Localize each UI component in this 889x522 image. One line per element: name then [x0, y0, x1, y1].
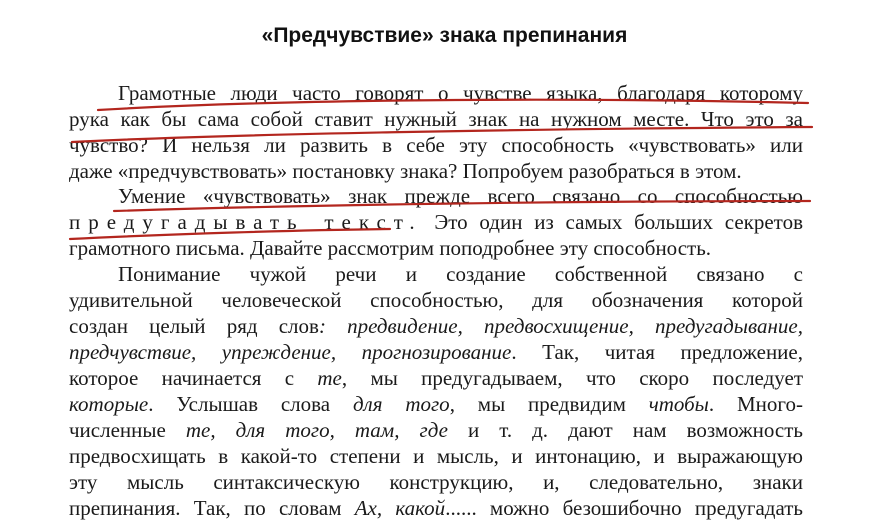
- text-segment: препинания. Так, по словам: [69, 496, 355, 520]
- text-segment: чтобы: [648, 392, 709, 416]
- text-segment: те: [317, 366, 342, 390]
- text-segment: , мы предвидим: [449, 392, 649, 416]
- text-segment: создан целый ряд слов: [69, 314, 319, 338]
- text-segment: , мы предугадываем, что скоро последует: [341, 366, 803, 390]
- text-segment: Умение «чувствовать» знак прежде всего связано со способностью: [118, 184, 803, 208]
- text-segment: Понимание чужой речи и создание собственной связано с: [118, 262, 803, 286]
- text-segment: . Так, читая предложение,: [511, 340, 803, 364]
- text-line: [69, 417, 803, 444]
- text-segment: ...... можно безошибочно предугадать: [445, 496, 803, 520]
- text-segment: которое начинается с: [69, 366, 318, 390]
- text-line: [118, 183, 803, 210]
- text-segment: рука как бы сама собой ставит нужный знак на нужном месте. Что это за: [69, 107, 803, 131]
- text-segment: : предвидение, предвосхищение, предугадывание,: [318, 314, 803, 338]
- text-line: [69, 106, 803, 133]
- text-line: [69, 313, 803, 340]
- text-segment: чувство? И нельзя ли развить в себе эту способность «чувствовать» или: [69, 133, 803, 157]
- text-segment: которые: [69, 392, 149, 416]
- text-segment: даже «предчувствовать» постановку знака? Попробуем разобраться в этом.: [69, 159, 742, 183]
- text-line: [69, 443, 803, 470]
- text-segment: и т. д. дают нам возможность: [447, 418, 803, 442]
- text-segment: Ах, какой: [354, 496, 446, 520]
- text-line: [69, 158, 803, 185]
- text-line: [69, 339, 803, 366]
- text-segment: грамотного письма. Давайте рассмотрим поподробнее эту способность.: [69, 236, 712, 260]
- text-line: [69, 469, 803, 496]
- text-line: [69, 495, 803, 522]
- text-segment: . Много-: [708, 392, 803, 416]
- text-line: [69, 209, 803, 236]
- text-line: [69, 365, 803, 392]
- text-line: [69, 391, 803, 418]
- text-segment: Это один из самых больших секретов: [422, 210, 804, 234]
- text-line: [118, 261, 803, 288]
- text-segment: удивительной человеческой способностью, для обозначения которой: [69, 288, 803, 312]
- text-segment: предвосхищать в какой-то степени и мысль, и интонацию, и выражающую: [69, 444, 803, 468]
- page-title: «Предчувствие» знака препинания: [261, 24, 628, 47]
- text-segment: для того: [352, 392, 450, 416]
- text-segment: численные: [69, 418, 186, 442]
- text-segment: предугадывать текст.: [69, 210, 423, 234]
- text-line: [118, 80, 803, 107]
- text-segment: предчувствие, упреждение, прогнозирование: [69, 340, 512, 364]
- text-line: [69, 287, 803, 314]
- text-segment: . Услышав слова: [148, 392, 353, 416]
- text-line: [69, 132, 803, 159]
- text-segment: эту мысль синтаксическую конструкцию, и, следовательно, знаки: [69, 470, 803, 494]
- text-segment: Грамотные люди часто говорят о чувстве языка, благодаря которому: [118, 81, 803, 105]
- text-line: [69, 235, 803, 262]
- text-segment: те, для того, там, где: [185, 418, 448, 442]
